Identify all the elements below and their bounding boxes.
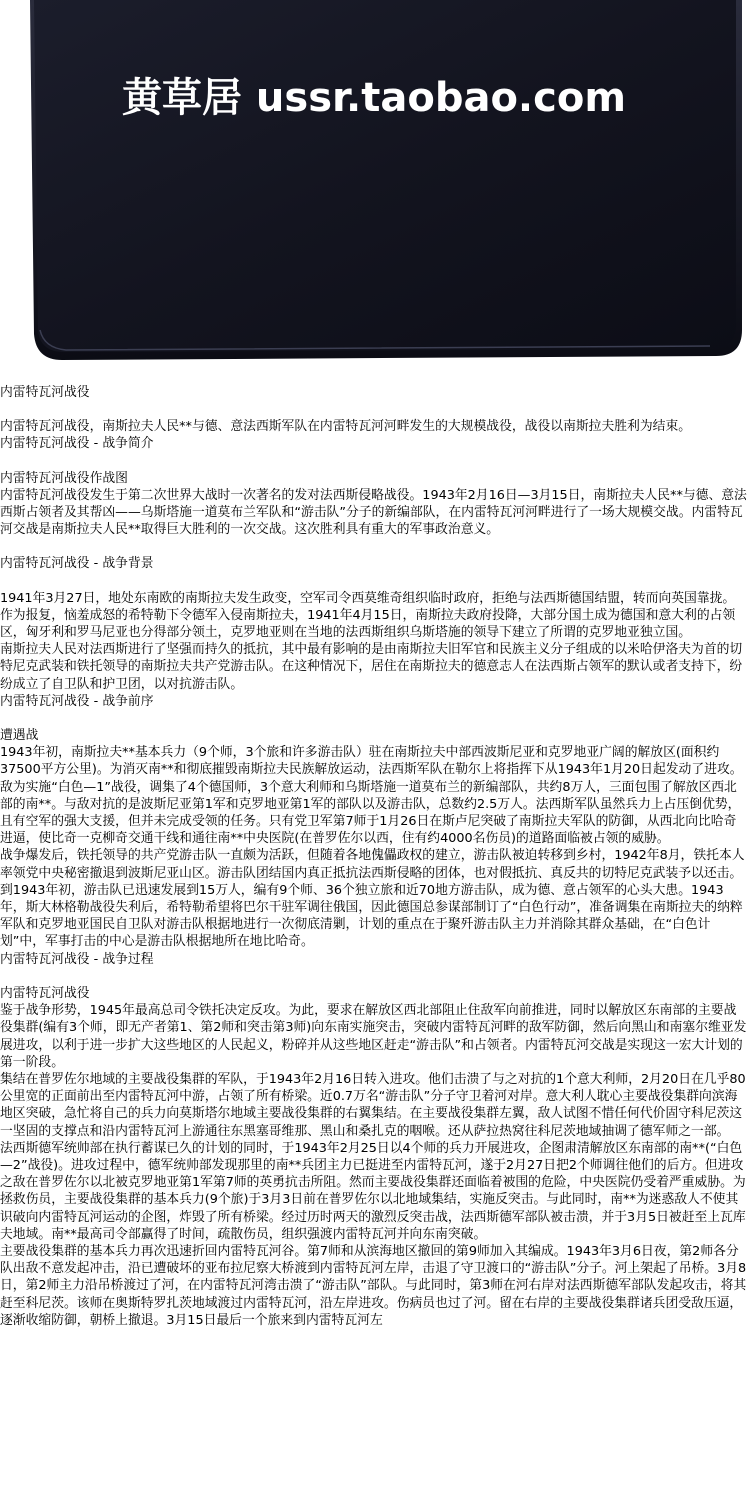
section-caption-encounter: 内雷特瓦河战役 - 战争过程 (0, 951, 154, 967)
campaign-paragraph-2: 集结在普罗佐尔地域的主要战役集群的军队，于1943年2月16日转入进攻。他们击溃了与之对抗的1个意大利师，2月20日在几乎80公里宽的正面前出至内雷特瓦河中游，占领了所有桥梁。近0.7万名“游击队”分子守卫着河对岸。意大利人耽心主要战役集群向滨海地区突破，急忙将自己的兵力向莫斯塔尔地域主要战役集群的右翼集结。在主要战役集群左翼，敌人试图不惜任何代价固守科尼茨这一坚固的支撑点和沿内雷特瓦河上游通往东黑塞哥维那、黑山和桑扎克的咽喉。还从萨拉热窝往科尼茨地域抽调了德军师之一部。 (0, 1071, 746, 1139)
campaign-paragraph-1: 鉴于战争形势，1945年最高总司令铁托决定反攻。为此，要求在解放区西北部阻止住敌军向前推进，同时以解放区东南部的主要战役集群(编有3个师，即无产者第1、第2师和突击第3师)向东南实施突击，突破内雷特瓦河畔的敌军防御，然后向黑山和南塞尔维亚发展进攻，以利于进一步扩大这些地区的人民起义，粉碎并从这些地区赶走“游击队”和占领者。内雷特瓦河交战是实现这一宏大计划的第一阶段。 (0, 1003, 747, 1070)
article-title: 内雷特瓦河战役 (0, 385, 90, 400)
encounter-paragraph-1: 1943年初，南斯拉夫**基本兵力（9个师，3个旅和许多游击队）驻在南斯拉夫中部西波斯尼亚和克罗地亚广阔的解放区(面积约37500平方公里)。为消灭南**和彻底摧毁南斯拉夫民族解放运动，法西斯军队在勒尔上将指挥下从1943年1月20日起发动了进攻。敌为实施“白色—1”战役，调集了4个德国师，3个意大利师和乌斯塔施一道莫布兰的新编部队，共约8万人，三面包围了解放区西北部的南**。与敌对抗的是波斯尼亚第1军和克罗地亚第1军的部队以及游击队，总数约2.5万人。法西斯军队虽然兵力上占压倒优势，且有空军的强大支援，但并未完成受领的任务。只有党卫军第7师于1月26日在斯卢尼突破了南斯拉夫军队的防御，从西北向比哈奇进逼，使比奇一克柳奇交通干线和通往南**中央医院(在普罗佐尔以西，住有约4000名伤员)的道路面临被占领的威胁。 (0, 745, 743, 847)
section-heading-background: 内雷特瓦河战役 - 战争背景 (0, 556, 154, 572)
section-heading-campaign: 内雷特瓦河战役 (0, 985, 90, 1001)
section-caption-background: 内雷特瓦河战役 - 战争前序 (0, 693, 154, 709)
campaign-paragraph-4: 主要战役集群的基本兵力再次迅速折回内雷特瓦河谷。第7师和从滨海地区撤回的第9师加入其编成。1943年3月6日夜，第2师各分队出敌不意发起冲击，沿已遭破坏的亚布拉尼察大桥渡到内雷特瓦河左岸，击退了守卫渡口的“游击队”分子。河上架起了吊桥。3月8日，第2师主力沿吊桥渡过了河，在内雷特瓦河湾击溃了“游击队”部队。与此同时，第3师在河右岸对法西斯德军部队发起攻击，将其赶至科尼茨。该师在奥斯特罗扎茨地域渡过内雷特瓦河，沿左岸进攻。伤病员也过了河。留在右岸的主要战役集群诸兵团受敌压逼，逐渐收缩防御，朝桥上撤退。3月15日最后一个旅来到内雷特瓦河左 (0, 1243, 747, 1328)
background-paragraph-2: 南斯拉夫人民对法西斯进行了坚强而持久的抵抗，其中最有影响的是由南斯拉夫旧军官和民族主义分子组成的以米哈伊洛夫为首的切特尼克武装和铁托领导的南斯拉夫共产党游击队。在这种情况下，居住在南斯拉夫的德意志人在法西斯占领军的默认或者支持下，纷纷成立了自卫队和护卫团，以对抗游击队。 (0, 642, 743, 692)
background-paragraph-1: 1941年3月27日，地处东南欧的南斯拉夫发生政变，空军司令西莫维奇组织临时政府，拒绝与法西斯德国结盟，转而向英国靠拢。作为报复，恼羞成怒的希特勒下令德军入侵南斯拉夫，1941年4月15日，南斯拉夫政府投降，大部分国土成为德国和意大利的占领区，匈牙利和罗马尼亚也分得部分领土，克罗地亚则在当地的法西斯组织乌斯塔施的领导下建立了所谓的克罗地亚独立国。 (0, 590, 736, 641)
section-caption-intro: 内雷特瓦河战役 - 战争简介 (0, 436, 154, 452)
summary-paragraph: 内雷特瓦河战役发生于第二次世界大战时一次著名的发对法西斯侵略战役。1943年2月16日—3月15日，南斯拉夫人民**与德、意法西斯占领者及其帮凶——乌斯塔施一道莫布兰军队和“游击队”分子的新编部队，在内雷特瓦河河畔进行了一场大规模交战。内雷特瓦河交战是南斯拉夫人民**取得巨大胜利的一次交战。这次胜利具有重大的军事政治意义。 (0, 487, 747, 538)
intro-paragraph: 内雷特瓦河战役，南斯拉夫人民**与德、意法西斯军队在内雷特瓦河河畔发生的大规模战役，战役以南斯拉夫胜利为结束。 (0, 419, 692, 435)
campaign-paragraph-3: 法西斯德军统帅部在执行蓄谋已久的计划的同时，于1943年2月25日以4个师的兵力开展进攻，企图肃清解放区东南部的南**(“白色—2”战役)。进攻过程中，德军统帅部发现那里的南**兵团主力已挺进至内雷特瓦河，遂于2月27日把2个师调往他们的后方。但进攻之敌在普罗佐尔以北被克罗地亚第1军第7师的英勇抗击所阻。然而主要战役集群还面临着被围的危险，中央医院仍受着严重威胁。为拯救伤员，主要战役集群的基本兵力(9个旅)于3月3日前在普罗佐尔以北地域集结，实施反突击。与此同时，南**为迷惑敌人不使其识破向内雷特瓦河运动的企图，炸毁了所有桥梁。经过历时两天的激烈反突击战，法西斯德军部队被击溃，并于3月5日被赶至上瓦库夫地域。南**最高司令部赢得了时间，疏散伤员，组织强渡内雷特瓦河并向东南突破。 (0, 1140, 746, 1242)
watermark-text: 黄草居 ussr.taobao.com (122, 75, 627, 121)
encounter-paragraph-2: 战争爆发后，铁托领导的共产党游击队一直颇为活跃，但随着各地傀儡政权的建立，游击队被迫转移到乡村，1942年8月，铁托本人率领党中央秘密撤退到波斯尼亚山区。游击队团结国内真正抵抗法西斯侵略的团体，也对假抵抗、真反共的切特尼克武装予以还击。到1943年初，游击队已迅速发展到15万人，编有9个师、36个独立旅和近70地方游击队，成为德、意占领军的心头大患。1943年，斯大林格勒战役失利后，希特勒希望将巴尔干驻军调往俄国，因此德国总参谋部制订了“白色行动”，准备调集在南斯拉夫的纳粹军队和克罗地亚国民自卫队对游击队根据地进行一次彻底清剿，计划的重点在于聚歼游击队主力并消除其群众基础，在“白色计划”中，军事打击的中心是游击队根据地所在地比哈奇。 (0, 848, 745, 950)
section-heading-encounter: 遭遇战 (0, 728, 39, 744)
book-cover-photo (0, 0, 750, 368)
map-caption: 内雷特瓦河战役作战图 (0, 470, 128, 486)
book-cover-image (0, 0, 750, 368)
article (0, 384, 748, 1329)
